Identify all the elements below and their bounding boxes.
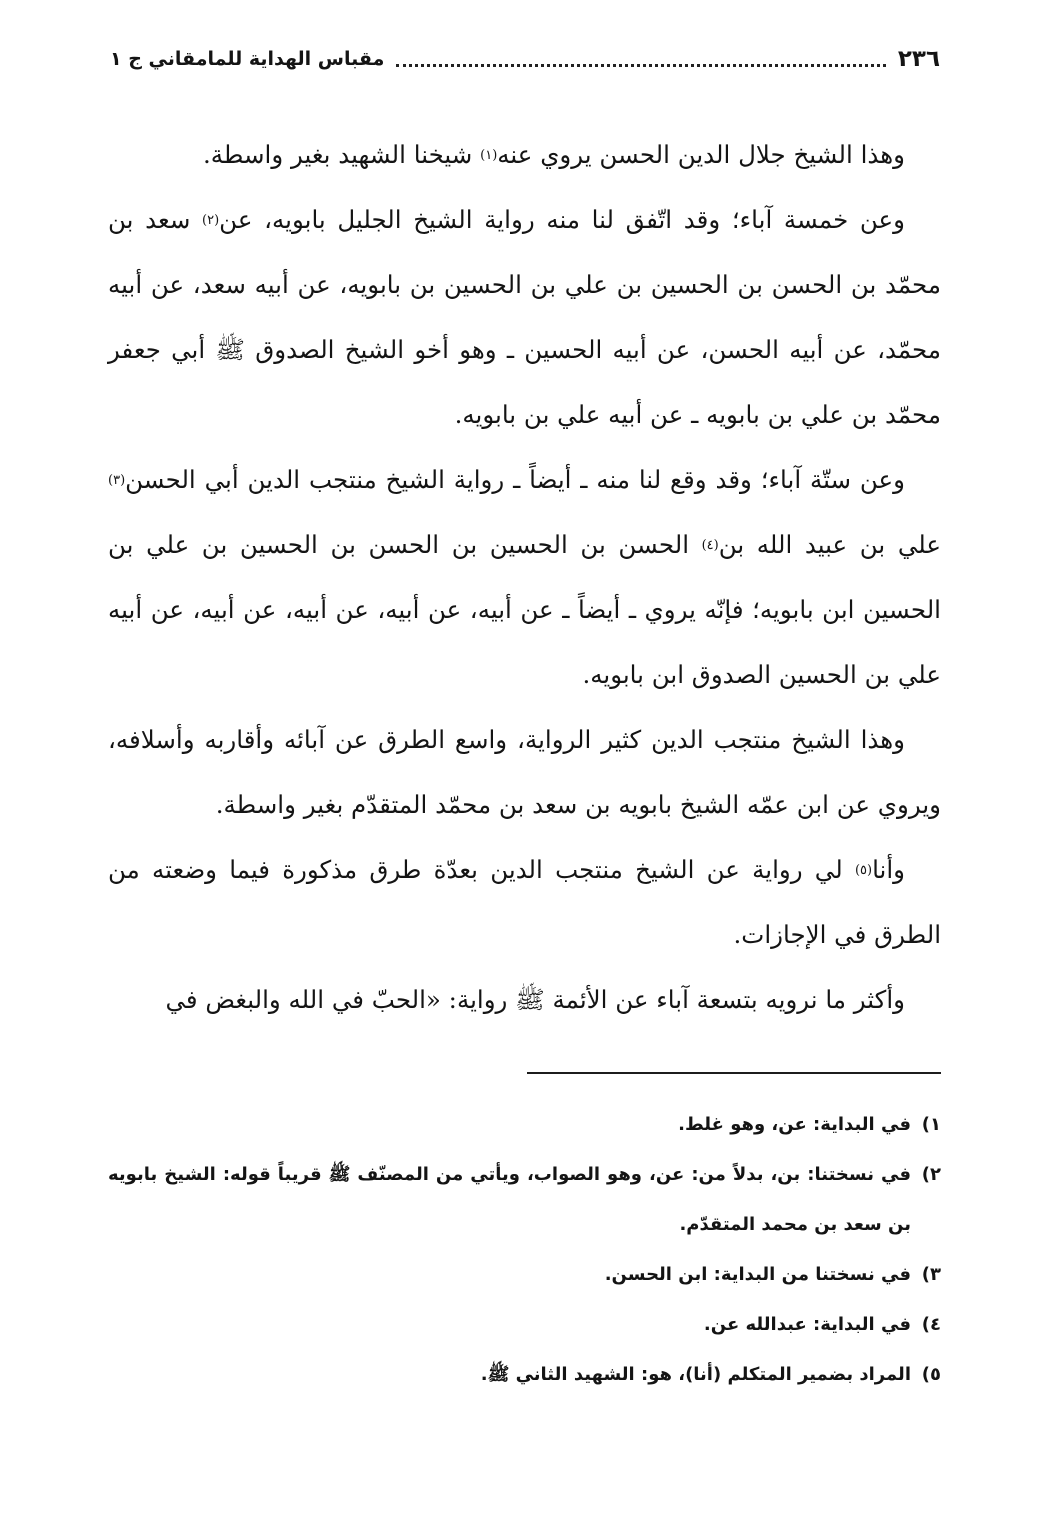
running-title: مقباس الهداية للمامقاني ج ١ [110,48,385,70]
text-run: لي رواية عن الشيخ منتجب الدين بعدّة طرق مذكورة فيما وضعته من الطرق في الإجازات. [108,855,941,949]
footnote-number: ١) [921,1114,941,1135]
text-run: الحسن بن الحسين بن الحسن بن الحسين بن علي بن الحسين ابن بابويه؛ فإنّه يروي ـ أيضاً ـ عن أبيه، عن أبيه، عن أبيه، عن أبيه، عن أبيه علي بن الحسين الصدوق ابن بابويه. [108,530,941,689]
footnote-number: ٢) [921,1164,941,1185]
paragraph [108,187,941,447]
paragraph [108,837,941,967]
text-run: شيخنا الشهيد بغير واسطة. [202,140,481,169]
footnote-number: ٣) [921,1264,941,1285]
text-run: سعد بن محمّد بن الحسن بن الحسين بن علي بن الحسين بن بابويه، عن أبيه سعد، عن أبيه محمّد، عن أبيه الحسن، عن أبيه الحسين ـ وهو أخو الشيخ الصدوق ﷺ أبي جعفر محمّد بن علي بن بابويه ـ عن أبيه علي بن بابويه. [108,205,941,429]
footnote-number: ٥) [921,1364,941,1385]
text-run: وعن ستّة آباء؛ وقد وقع لنا منه ـ أيضاً ـ رواية الشيخ منتجب الدين أبي الحسن [125,465,905,494]
footnote-ref: (٣) [108,473,126,488]
page-number: ٢٣٦ [897,46,940,72]
footnote-ref: (١) [480,148,498,163]
footnote-ref: (٥) [854,863,873,878]
text-run: وأنا [872,855,905,884]
footnote-text: في نسختنا من البداية: ابن الحسن. [604,1264,911,1285]
header-dotted-leader [396,64,886,67]
paragraph [108,707,941,837]
paragraph [108,967,941,1032]
footnote-ref: (٢) [202,213,220,228]
running-header [110,38,940,80]
footnotes [108,1100,941,1400]
text-run: وعن خمسة آباء؛ وقد اتّفق لنا منه رواية الشيخ الجليل بابويه، عن [219,205,905,234]
footnote [108,1350,941,1400]
footnote [108,1300,941,1350]
footnote-separator [527,1072,941,1074]
text-run: علي بن عبيد الله بن [718,530,941,559]
footnote-text: في نسختنا: بن، بدلاً من: عن، وهو الصواب، ويأتي من المصنّف ﷺ قريباً قوله: الشيخ بابويه بن سعد بن محمد المتقدّم. [108,1164,911,1235]
text-run: وهذا الشيخ منتجب الدين كثير الرواية، واسع الطرق عن آبائه وأقاربه وأسلافه، ويروي عن ابن عمّه الشيخ بابويه بن سعد بن محمّد المتقدّم بغير واسطة. [108,725,941,819]
footnote-text: في البداية: عبدالله عن. [703,1314,911,1335]
footnote-ref: (٤) [701,538,719,553]
footnote [108,1250,941,1300]
footnote [108,1100,941,1150]
paragraph [108,447,941,707]
paragraph [108,122,941,187]
main-text [108,122,941,1032]
footnote-text: المراد بضمير المتكلم (أنا)، هو: الشهيد الثاني ﷺ. [480,1364,911,1385]
footnote [108,1150,941,1250]
footnote-number: ٤) [921,1314,941,1335]
footnote-text: في البداية: عن، وهو غلط. [678,1114,911,1135]
text-run: وهذا الشيخ جلال الدين الحسن يروي عنه [497,140,905,169]
text-run: وأكثر ما نرويه بتسعة آباء عن الأئمة ﷺ رواية: «الحبّ في الله والبغض في [165,985,905,1014]
